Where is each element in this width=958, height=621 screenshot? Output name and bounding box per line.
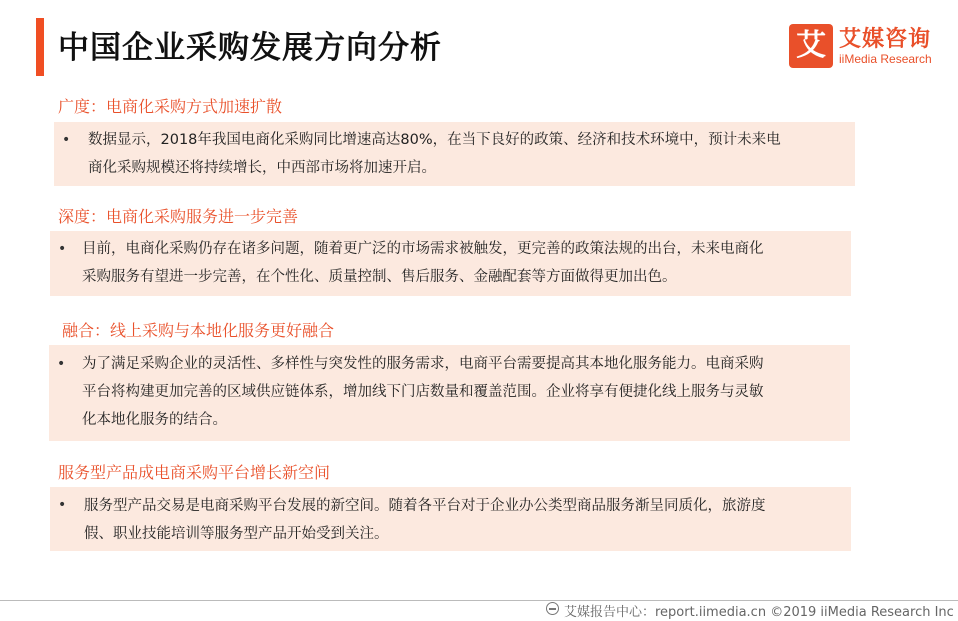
text-line: 服务型产品交易是电商采购平台发展的新空间。随着各平台对于企业办公类型商品服务渐呈同质化，旅游度 [84, 498, 766, 514]
page-title: 中国企业采购发展方向分析 [58, 30, 442, 66]
section-2-text [82, 235, 764, 291]
text-line: 假、职业技能培训等服务型产品开始受到关注。 [84, 526, 389, 542]
text-line: 商化采购规模还将持续增长，中西部市场将加速开启。 [88, 160, 436, 176]
footer-source: 艾媒报告中心：report.iimedia.cn ©2019 iiMedia Research Inc [564, 605, 954, 620]
text-line: 为了满足采购企业的灵活性、多样性与突发性的服务需求，电商平台需要提高其本地化服务能力。电商采购 [82, 356, 764, 372]
bullet: • [58, 241, 67, 257]
bullet: • [62, 132, 71, 148]
section-3-box [49, 345, 850, 441]
text-line: 化本地化服务的结合。 [82, 412, 227, 428]
text-line: 采购服务有望进一步完善，在个性化、质量控制、售后服务、金融配套等方面做得更加出色。 [82, 269, 677, 285]
brand-logo [789, 22, 949, 70]
title-accent-bar [36, 18, 44, 76]
section-4-text [84, 492, 766, 548]
logo-name-cn: 艾媒咨询 [839, 27, 932, 52]
section-3-text [82, 350, 764, 434]
section-4-title: 服务型产品成电商采购平台增长新空间 [58, 463, 331, 482]
text-line: 平台将构建更加完善的区域供应链体系，增加线下门店数量和覆盖范围。企业将享有便捷化线上服务与灵敏 [82, 384, 764, 400]
section-1-box [54, 122, 855, 186]
text-line: 目前，电商化采购仍存在诸多问题，随着更广泛的市场需求被触发，更完善的政策法规的出台，未来电商化 [82, 241, 764, 257]
section-2-box [50, 231, 851, 296]
globe-icon [546, 602, 559, 615]
bullet: • [58, 497, 67, 513]
logo-mark: 艾 [789, 24, 833, 68]
section-3-title: 融合：线上采购与本地化服务更好融合 [62, 321, 335, 340]
logo-name-en: iiMedia Research [839, 52, 932, 66]
section-2-title: 深度：电商化采购服务进一步完善 [58, 207, 299, 226]
section-4-box [50, 487, 851, 551]
bullet: • [57, 356, 66, 372]
section-1-title: 广度：电商化采购方式加速扩散 [58, 97, 283, 116]
section-1-text [88, 126, 781, 182]
text-line: 数据显示，2018年我国电商化采购同比增速高达80%，在当下良好的政策、经济和技术环境中，预计未来电 [88, 132, 781, 148]
